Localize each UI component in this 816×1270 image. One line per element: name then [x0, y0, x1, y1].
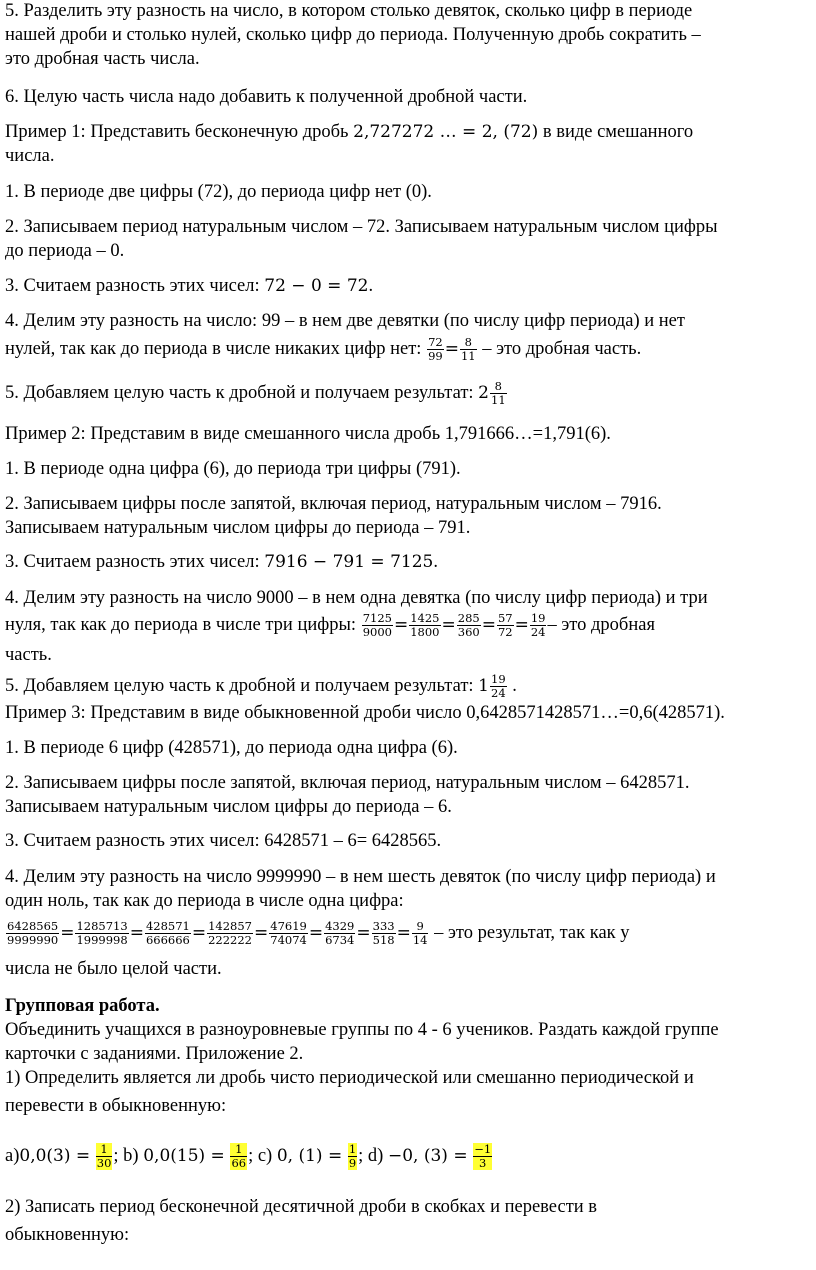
equals-sign: =: [444, 338, 459, 359]
fraction: $\frac{285}{360}$: [457, 611, 480, 639]
text-line: карточки с заданиями. Приложение 2.: [5, 1044, 304, 1064]
text-line: 2) Записать период бесконечной десятичной дроби в скобках и перевести в: [5, 1197, 598, 1217]
text-line: это дробная часть числа.: [5, 49, 200, 69]
fraction: $\frac{333}{518}$: [372, 919, 395, 947]
text-line: Записываем натуральным числом цифры до периода – 6.: [5, 797, 452, 817]
answer-fraction: $\frac{1}{9}$: [348, 1142, 357, 1170]
math-expression: 72 − 0 = 72: [264, 276, 369, 296]
text-line: нуля, так как до периода в числе три цифры: $\frac{7125}{9000}$ = $\frac{1425}{1800}$ = $\frac{285}{360}$ = $\frac{57}{72}$ = $\frac{19}{24}$ – это дробная: [5, 611, 655, 639]
fraction: $\frac{47619}{74074}$: [270, 919, 307, 947]
text-line: часть.: [5, 645, 52, 665]
text-line: 1. В периоде две цифры (72), до периода цифр нет (0).: [5, 182, 432, 202]
text-line: 4. Делим эту разность на число 9999990 – в нем шесть девяток (по числу цифр периода) и: [5, 867, 716, 887]
text-line: 1. В периоде 6 цифр (428571), до периода одна цифра (6).: [5, 738, 458, 758]
whole-part: 1: [478, 675, 489, 696]
text-line: 4. Делим эту разность на число: 99 – в нем две девятки (по числу цифр периода) и нет: [5, 311, 685, 331]
text-line: 5. Добавляем целую часть к дробной и получаем результат: 1 $\frac{19}{24}$ .: [5, 672, 517, 700]
text-line: 4. Делим эту разность на число 9000 – в нем одна девятка (по числу цифр периода) и три: [5, 588, 708, 608]
answer-fraction: $\frac{1}{66}$: [231, 1142, 247, 1170]
text-line: числа не было целой части.: [5, 959, 222, 979]
fraction: $\frac{8}{11}$: [460, 335, 476, 363]
fraction: $\frac{8}{11}$: [491, 379, 506, 407]
fraction: $\frac{1285713}{1999998}$: [76, 919, 128, 947]
fraction: $\frac{19}{24}$: [530, 611, 546, 639]
fraction: $\frac{142857}{222222}$: [208, 919, 252, 947]
text-line: обыкновенную:: [5, 1225, 130, 1245]
fraction-chain: $\frac{6428565}{9999990}$ = $\frac{1285713}{1999998}$ = $\frac{428571}{666666}$ = $\frac{142857}{222222}$ = $\frac{47619}{74074}$ = $\frac{4329}{6734}$ = $\frac{333}{518}$ = $\frac{9}{14}$ – это результат, так как у: [7, 919, 630, 947]
text-line: 3. Считаем разность этих чисел: 6428571 – 6= 6428565.: [5, 831, 442, 851]
fraction: $\frac{1425}{1800}$: [410, 611, 440, 639]
example-2-title: Пример 2: Представим в виде смешанного числа дробь 1,791666…=1,791(6).: [5, 424, 611, 444]
answer-fraction: $\frac{1}{30}$: [96, 1142, 112, 1170]
text-line: Объединить учащихся в разноуровневые группы по 4 - 6 учеников. Раздать каждой группе: [5, 1020, 719, 1040]
section-heading: Групповая работа.: [5, 996, 160, 1016]
task-answers: a)0,0(3) = $\frac{1}{30}$ ; b) 0,0(15) = $\frac{1}{66}$ ; c) 0, (1) = $\frac{1}{9}$ ; d) −0, (3) = $\frac{-1}{3}$: [5, 1142, 492, 1170]
text-line: 2. Записываем цифры после запятой, включая период, натуральным числом – 6428571.: [5, 773, 690, 793]
fraction: $\frac{4329}{6734}$: [325, 919, 355, 947]
text-line: 5. Добавляем целую часть к дробной и получаем результат: 2 $\frac{8}{11}$: [5, 379, 506, 407]
text-line: 1. В периоде одна цифра (6), до периода три цифры (791).: [5, 459, 461, 479]
fraction: $\frac{19}{24}$: [491, 672, 506, 700]
fraction: $\frac{7125}{9000}$: [362, 611, 392, 639]
fraction: $\frac{6428565}{9999990}$: [7, 919, 59, 947]
math-expression: 7916 − 791 = 7125: [264, 552, 434, 572]
text-line: 1) Определить является ли дробь чисто периодической или смешанно периодической и: [5, 1068, 694, 1088]
example-3-title: Пример 3: Представим в виде обыкновенной дроби число 0,6428571428571…=0,6(428571).: [5, 703, 725, 723]
text-line: Записываем натуральным числом цифры до периода – 791.: [5, 518, 471, 538]
text-line: нулей, так как до периода в числе никаких цифр нет: $\frac{72}{99}$ = $\frac{8}{11}$ – это дробная часть.: [5, 335, 642, 363]
text-line: 2. Записываем период натуральным числом – 72. Записываем натуральным числом цифры: [5, 217, 718, 237]
example-1-title: Пример 1: Представить бесконечную дробь 2,727272 … = 2, (72) в виде смешанного: [5, 122, 694, 142]
fraction: $\frac{9}{14}$: [412, 919, 428, 947]
text-line: один ноль, так как до периода в числе одна цифра:: [5, 891, 404, 911]
text-line: числа.: [5, 146, 55, 166]
text-line: перевести в обыкновенную:: [5, 1096, 227, 1116]
fraction: $\frac{428571}{666666}$: [145, 919, 190, 947]
answer-fraction: $\frac{-1}{3}$: [474, 1142, 492, 1170]
text-line: 3. Считаем разность этих чисел: 72 − 0 = 72.: [5, 276, 374, 296]
fraction: $\frac{72}{99}$: [428, 335, 443, 363]
text-line: 6. Целую часть числа надо добавить к полученной дробной части.: [5, 87, 528, 107]
text-line: нашей дроби и столько нулей, сколько цифр до периода. Полученную дробь сократить –: [5, 25, 701, 45]
math-expression: 2,727272 … = 2, (72): [353, 122, 539, 142]
text-line: 5. Разделить эту разность на число, в котором столько девяток, сколько цифр в периоде: [5, 1, 693, 21]
text-line: 2. Записываем цифры после запятой, включая период, натуральным числом – 7916.: [5, 494, 662, 514]
text-line: 3. Считаем разность этих чисел: 7916 − 791 = 7125.: [5, 552, 438, 572]
fraction: $\frac{57}{72}$: [497, 611, 513, 639]
whole-part: 2: [478, 382, 489, 403]
text-line: до периода – 0.: [5, 241, 125, 261]
